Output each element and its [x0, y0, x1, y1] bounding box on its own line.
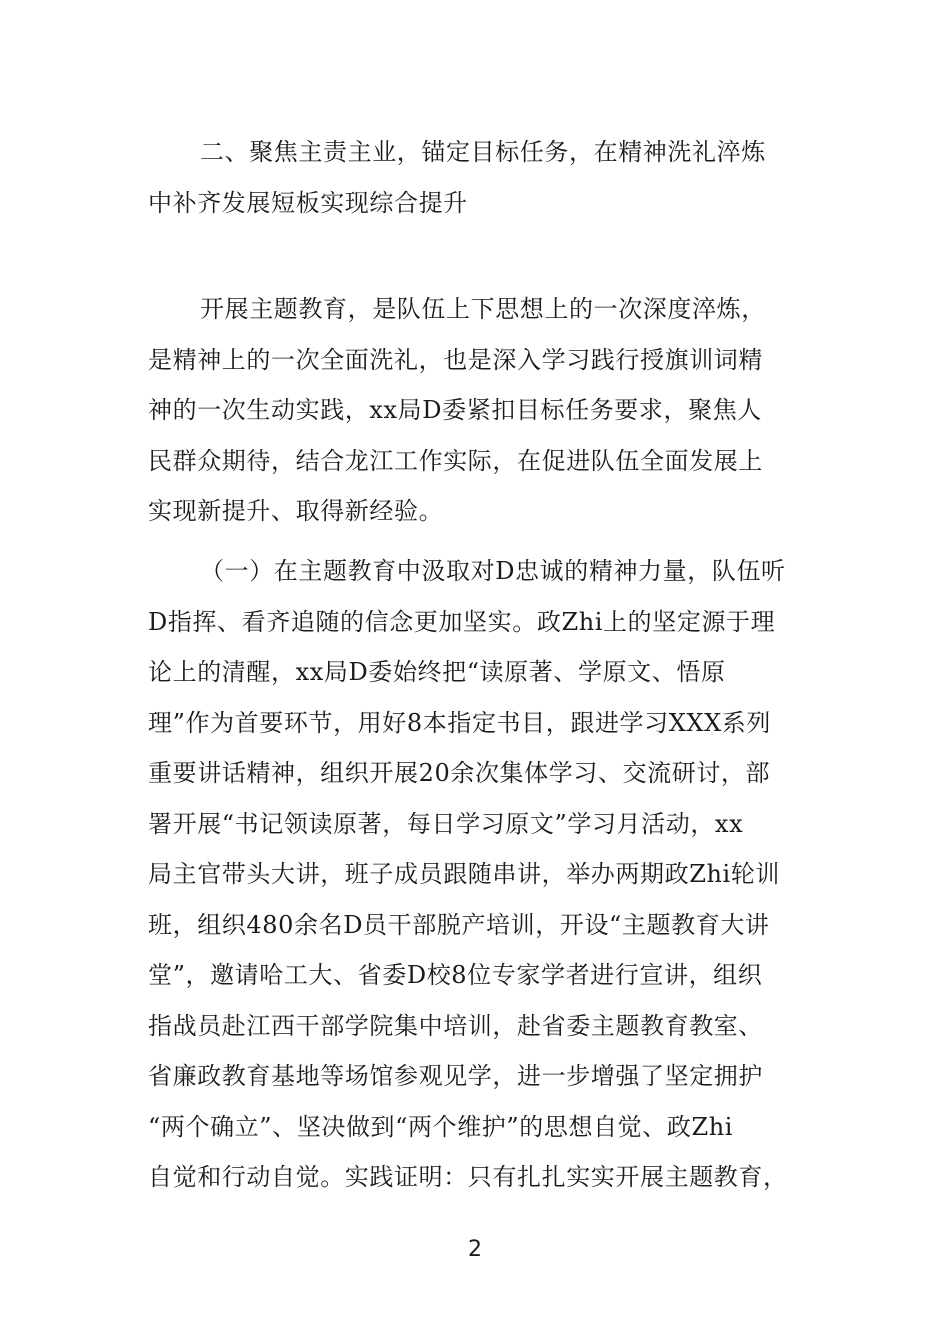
paragraph-line: 重要讲话精神，组织开展20余次集体学习、交流研讨，部	[148, 759, 771, 787]
paragraph-line: 省廉政教育基地等场馆参观见学，进一步增强了坚定拥护	[148, 1062, 763, 1090]
paragraph-line: 指战员赴江西干部学院集中培训，赴省委主题教育教室、	[148, 1011, 763, 1040]
paragraph-line: 实现新提升、取得新经验。	[148, 497, 444, 525]
paragraph-line: 民群众期待，结合龙江工作实际，在促进队伍全面发展上	[148, 446, 763, 475]
heading-line: 中补齐发展短板实现综合提升	[148, 188, 468, 217]
paragraph-line: 自觉和行动自觉。实践证明：只有扎扎实实开展主题教育，	[148, 1163, 788, 1191]
paragraph-line: D指挥、看齐追随的信念更加坚实。政Zhi上的坚定源于理	[148, 607, 776, 636]
paragraph-line: 论上的清醒，xx局D委始终把“读原著、学原文、悟原	[148, 658, 726, 686]
paragraph-line: 理”作为首要环节，用好8本指定书目，跟进学习XXX系列	[148, 708, 771, 737]
section-heading	[148, 127, 808, 228]
paragraph-line: 是精神上的一次全面洗礼，也是深入学习践行授旗训词精	[148, 345, 763, 374]
paragraph-line: 堂”，邀请哈工大、省委D校8位专家学者进行宣讲，组织	[148, 961, 763, 989]
paragraph-line: 署开展“书记领读原著，每日学习原文”学习月活动，xx	[148, 809, 744, 838]
heading-line: 二、聚焦主责主业，锚定目标任务，在精神洗礼淬炼	[200, 138, 766, 166]
paragraph-subsection-one	[148, 546, 808, 1203]
paragraph-line: 开展主题教育，是队伍上下思想上的一次深度淬炼，	[200, 295, 766, 323]
paragraph-intro	[148, 284, 808, 537]
page-number: 2	[468, 1237, 482, 1262]
paragraph-line: 班，组织480余名D员干部脱产培训，开设“主题教育大讲	[148, 910, 770, 939]
paragraph-line: 局主官带头大讲，班子成员跟随串讲，举办两期政Zhi轮训	[148, 860, 781, 888]
paragraph-line: 神的一次生动实践，xx局D委紧扣目标任务要求，聚焦人	[148, 396, 762, 424]
paragraph-line: “两个确立”、坚决做到“两个维护”的思想自觉、政Zhi	[148, 1112, 734, 1141]
paragraph-line: （一）在主题教育中汲取对D忠诚的精神力量，队伍听	[200, 557, 786, 585]
